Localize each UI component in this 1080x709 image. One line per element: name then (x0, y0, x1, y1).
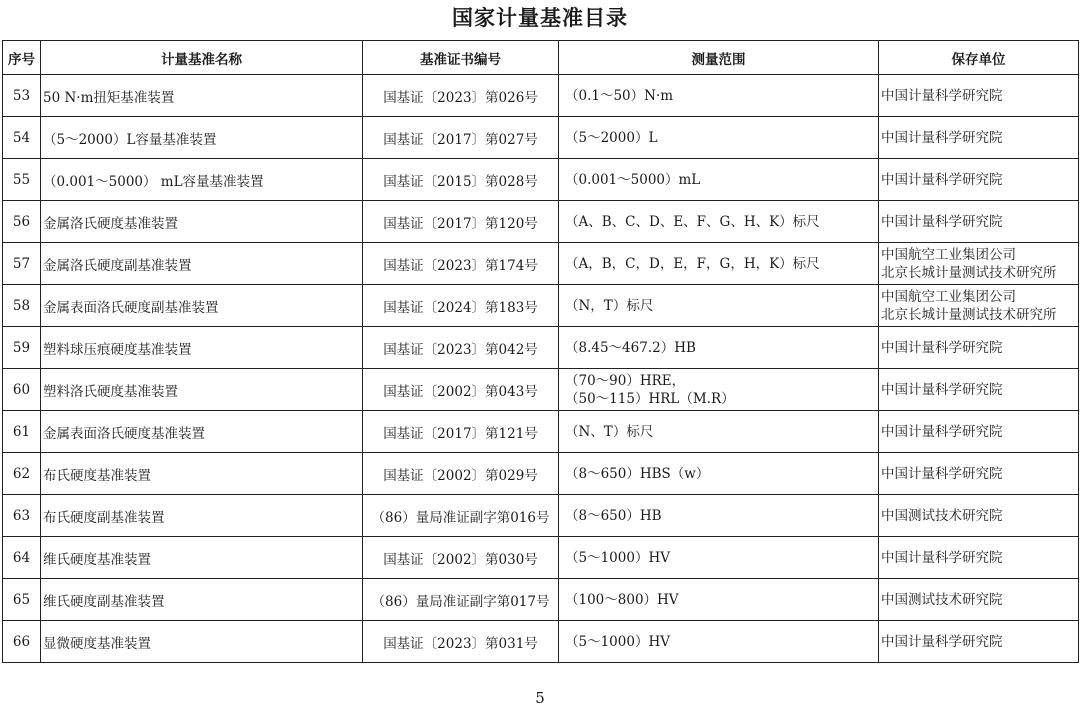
cell-range (559, 411, 879, 453)
cell-seq: 63 (3, 495, 41, 537)
cell-range (559, 75, 879, 117)
cell-seq: 59 (3, 327, 41, 369)
range-line: （5～1000）HV (565, 549, 670, 566)
cell-unit (879, 201, 1079, 243)
cell-name: 塑料洛氏硬度基准装置 (41, 369, 363, 411)
cell-cert: （86）量局准证副字第017号 (363, 579, 559, 621)
cell-name: 50 N·m扭矩基准装置 (41, 75, 363, 117)
cell-range (559, 243, 879, 285)
unit-line: 中国航空工业集团公司 (881, 288, 1016, 305)
cell-cert: 国基证〔2023〕第174号 (363, 243, 559, 285)
cell-range (559, 327, 879, 369)
range-line: （0.1～50）N·m (565, 87, 674, 104)
range-line: （100～800）HV (565, 591, 679, 608)
unit-line: 中国航空工业集团公司 (881, 246, 1016, 263)
unit-line: 中国计量科学研究院 (881, 213, 1003, 230)
cell-range (559, 621, 879, 663)
range-line: （A、B、C、D、E、F、G、H、K）标尺 (565, 213, 820, 230)
cell-unit (879, 621, 1079, 663)
cell-cert: 国基证〔2002〕第029号 (363, 453, 559, 495)
cell-name: 维氏硬度基准装置 (41, 537, 363, 579)
cell-range (559, 117, 879, 159)
unit-line: 中国计量科学研究院 (881, 465, 1003, 482)
cell-unit (879, 369, 1079, 411)
cell-name: （5～2000）L容量基准装置 (41, 117, 363, 159)
table-row (3, 369, 1079, 411)
cell-range (559, 579, 879, 621)
unit-line: 北京长城计量测试技术研究所 (881, 264, 1057, 281)
cell-cert: 国基证〔2015〕第028号 (363, 159, 559, 201)
table-row (3, 327, 1079, 369)
range-line: （8.45～467.2）HB (565, 339, 696, 356)
cell-range (559, 537, 879, 579)
cell-unit (879, 453, 1079, 495)
cell-range (559, 285, 879, 327)
cell-range (559, 201, 879, 243)
cell-seq: 57 (3, 243, 41, 285)
unit-line: 中国测试技术研究院 (881, 507, 1003, 524)
cell-seq: 56 (3, 201, 41, 243)
unit-line: 中国计量科学研究院 (881, 381, 1003, 398)
cell-range (559, 495, 879, 537)
cell-unit (879, 285, 1079, 327)
cell-unit (879, 159, 1079, 201)
unit-line: 中国计量科学研究院 (881, 171, 1003, 188)
header-range: 测量范围 (559, 41, 879, 75)
table-row (3, 285, 1079, 327)
header-seq: 序号 (3, 41, 41, 75)
table-row (3, 453, 1079, 495)
cell-cert: 国基证〔2023〕第031号 (363, 621, 559, 663)
cell-unit (879, 117, 1079, 159)
unit-line: 中国计量科学研究院 (881, 339, 1003, 356)
cell-seq: 54 (3, 117, 41, 159)
range-line: （5～1000）HV (565, 633, 670, 650)
range-line: （8～650）HB (565, 507, 662, 524)
cell-seq: 58 (3, 285, 41, 327)
cell-unit (879, 495, 1079, 537)
cell-unit (879, 579, 1079, 621)
table-row (3, 621, 1079, 663)
table-body (3, 75, 1079, 663)
cell-seq: 64 (3, 537, 41, 579)
cell-unit (879, 537, 1079, 579)
range-line: （70～90）HRE， (565, 372, 686, 389)
cell-range (559, 369, 879, 411)
range-line: （A，B，C，D，E，F，G，H，K）标尺 (565, 255, 820, 272)
cell-name: 金属表面洛氏硬度基准装置 (41, 411, 363, 453)
cell-cert: 国基证〔2017〕第027号 (363, 117, 559, 159)
cell-name: 布氏硬度副基准装置 (41, 495, 363, 537)
cell-seq: 55 (3, 159, 41, 201)
cell-cert: 国基证〔2017〕第121号 (363, 411, 559, 453)
cell-seq: 62 (3, 453, 41, 495)
cell-cert: 国基证〔2024〕第183号 (363, 285, 559, 327)
cell-cert: 国基证〔2023〕第026号 (363, 75, 559, 117)
cell-seq: 66 (3, 621, 41, 663)
range-line: （N，T）标尺 (565, 297, 654, 314)
table-row (3, 117, 1079, 159)
cell-cert: 国基证〔2002〕第030号 (363, 537, 559, 579)
table-row (3, 537, 1079, 579)
unit-line: 中国计量科学研究院 (881, 423, 1003, 440)
unit-line: 中国计量科学研究院 (881, 87, 1003, 104)
unit-line: 北京长城计量测试技术研究所 (881, 306, 1057, 323)
range-line: （8～650）HBS（w） (565, 465, 710, 482)
cell-name: 塑料球压痕硬度基准装置 (41, 327, 363, 369)
unit-line: 中国测试技术研究院 (881, 591, 1003, 608)
cell-name: 金属表面洛氏硬度副基准装置 (41, 285, 363, 327)
cell-name: 金属洛氏硬度基准装置 (41, 201, 363, 243)
cell-name: 维氏硬度副基准装置 (41, 579, 363, 621)
page-title: 国家计量基准目录 (452, 6, 628, 30)
cell-name: 显微硬度基准装置 (41, 621, 363, 663)
cell-seq: 53 (3, 75, 41, 117)
table-row (3, 495, 1079, 537)
cell-cert: 国基证〔2023〕第042号 (363, 327, 559, 369)
cell-unit (879, 75, 1079, 117)
cell-unit (879, 327, 1079, 369)
cell-cert: 国基证〔2017〕第120号 (363, 201, 559, 243)
range-line: （50～115）HRL（M.R） (565, 390, 735, 407)
table-row (3, 159, 1079, 201)
table-row (3, 243, 1079, 285)
cell-range (559, 453, 879, 495)
table-header-row (3, 41, 1079, 75)
cell-seq: 60 (3, 369, 41, 411)
range-line: （0.001～5000）mL (565, 171, 701, 188)
cell-range (559, 159, 879, 201)
table-row (3, 75, 1079, 117)
page-number: 5 (535, 689, 545, 707)
header-name: 计量基准名称 (41, 41, 363, 75)
table-row (3, 411, 1079, 453)
cell-seq: 65 (3, 579, 41, 621)
unit-line: 中国计量科学研究院 (881, 129, 1003, 146)
cell-cert: 国基证〔2002〕第043号 (363, 369, 559, 411)
header-cert: 基准证书编号 (363, 41, 559, 75)
unit-line: 中国计量科学研究院 (881, 633, 1003, 650)
cell-name: （0.001～5000） mL容量基准装置 (41, 159, 363, 201)
standards-table (2, 40, 1079, 663)
header-unit: 保存单位 (879, 41, 1079, 75)
cell-name: 布氏硬度基准装置 (41, 453, 363, 495)
cell-unit (879, 411, 1079, 453)
cell-seq: 61 (3, 411, 41, 453)
cell-name: 金属洛氏硬度副基准装置 (41, 243, 363, 285)
cell-unit (879, 243, 1079, 285)
table-row (3, 579, 1079, 621)
range-line: （5～2000）L (565, 129, 658, 146)
cell-cert: （86）量局准证副字第016号 (363, 495, 559, 537)
range-line: （N、T）标尺 (565, 423, 654, 440)
unit-line: 中国计量科学研究院 (881, 549, 1003, 566)
table-row (3, 201, 1079, 243)
